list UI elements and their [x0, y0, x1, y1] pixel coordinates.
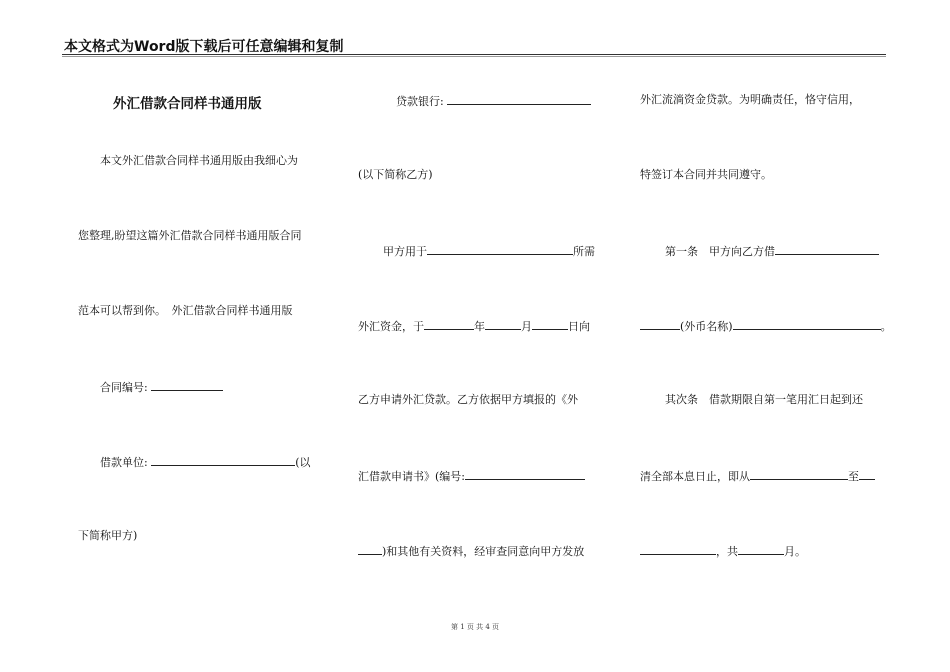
lender-blank [447, 93, 591, 105]
borrower-suffix: (以 [295, 456, 311, 469]
lender-label: 贷款银行: [396, 95, 444, 108]
col2-l3b: 所需 [573, 245, 595, 258]
col1-line2: 您整理,盼望这篇外汇借款合同样书通用版合同 [78, 229, 302, 242]
col3-l7b: ，共 [716, 545, 738, 558]
col3-l4c: 。 [880, 320, 892, 333]
col2-l4d: 日向 [568, 320, 590, 333]
col2-line3 [383, 243, 595, 259]
col1-line6: 下简称甲方) [78, 529, 138, 542]
col3-l4b: (外币名称) [680, 320, 733, 333]
col2-line7 [358, 543, 584, 559]
col3-line5: 其次条 借款期限自第一笔用汇日起到还 [665, 393, 863, 406]
borrower-label: 借款单位: [100, 456, 148, 469]
col3-line7 [640, 543, 806, 559]
col2-l6a: 汇借款申请书》(编号: [358, 470, 465, 483]
col3-line6 [640, 468, 875, 484]
day-blank [532, 318, 568, 330]
col3-line3 [665, 243, 879, 259]
borrower-line [100, 454, 311, 470]
start-date-blank [750, 468, 848, 480]
col2-line5: 乙方申请外汇贷款。乙方依据甲方填报的《外 [358, 393, 578, 406]
col2-l4b: 年 [474, 320, 485, 333]
col1-line1: 本文外汇借款合同样书通用版由我细心为 [100, 154, 298, 167]
col2-line6 [358, 468, 585, 484]
contract-number-label: 合同编号: [100, 381, 148, 394]
col2-l4c: 月 [521, 320, 532, 333]
contract-number-line [100, 379, 223, 395]
col3-line4 [640, 318, 892, 334]
document-title: 外汇借款合同样书通用版 [113, 96, 262, 112]
application-number-blank [465, 468, 585, 480]
currency-blank [733, 318, 881, 330]
header-divider-thin [62, 56, 886, 57]
purpose-blank [427, 243, 573, 255]
months-blank [738, 543, 784, 555]
col1-line3: 范本可以帮到你。 外汇借款合同样书通用版 [78, 304, 293, 317]
contract-number-blank [151, 379, 223, 391]
page-number: 第 1 页 共 4 页 [450, 623, 500, 631]
col3-line2: 特签订本合同并共同遵守。 [640, 168, 772, 181]
header-divider [62, 54, 886, 55]
end-date-blank-cont [640, 543, 716, 555]
col2-l3a: 甲方用于 [383, 245, 427, 258]
end-date-blank [859, 468, 875, 480]
col3-l3a: 第一条 甲方向乙方借 [665, 245, 775, 258]
col3-l7c: 月。 [784, 545, 806, 558]
col2-line2: (以下简称乙方) [358, 168, 433, 181]
col3-l6a: 清全部本息日止，即从 [640, 470, 750, 483]
col3-line1: 外汇流淌资金贷款。为明确责任，恪守信用， [640, 93, 860, 106]
month-blank [485, 318, 521, 330]
lender-line [396, 93, 591, 109]
col2-line4 [358, 318, 590, 334]
col2-l4a: 外汇资金，于 [358, 320, 424, 333]
borrower-blank [151, 454, 295, 466]
col3-l6b: 至 [848, 470, 859, 483]
loan-amount-blank [775, 243, 879, 255]
col2-l7b: )和其他有关资料，经审查同意向甲方发放 [382, 545, 585, 558]
document-header: 本文格式为Word版下载后可任意编辑和复制 [64, 39, 344, 55]
loan-amount-blank-cont [640, 318, 680, 330]
application-number-blank-cont [358, 543, 382, 555]
year-blank [424, 318, 474, 330]
